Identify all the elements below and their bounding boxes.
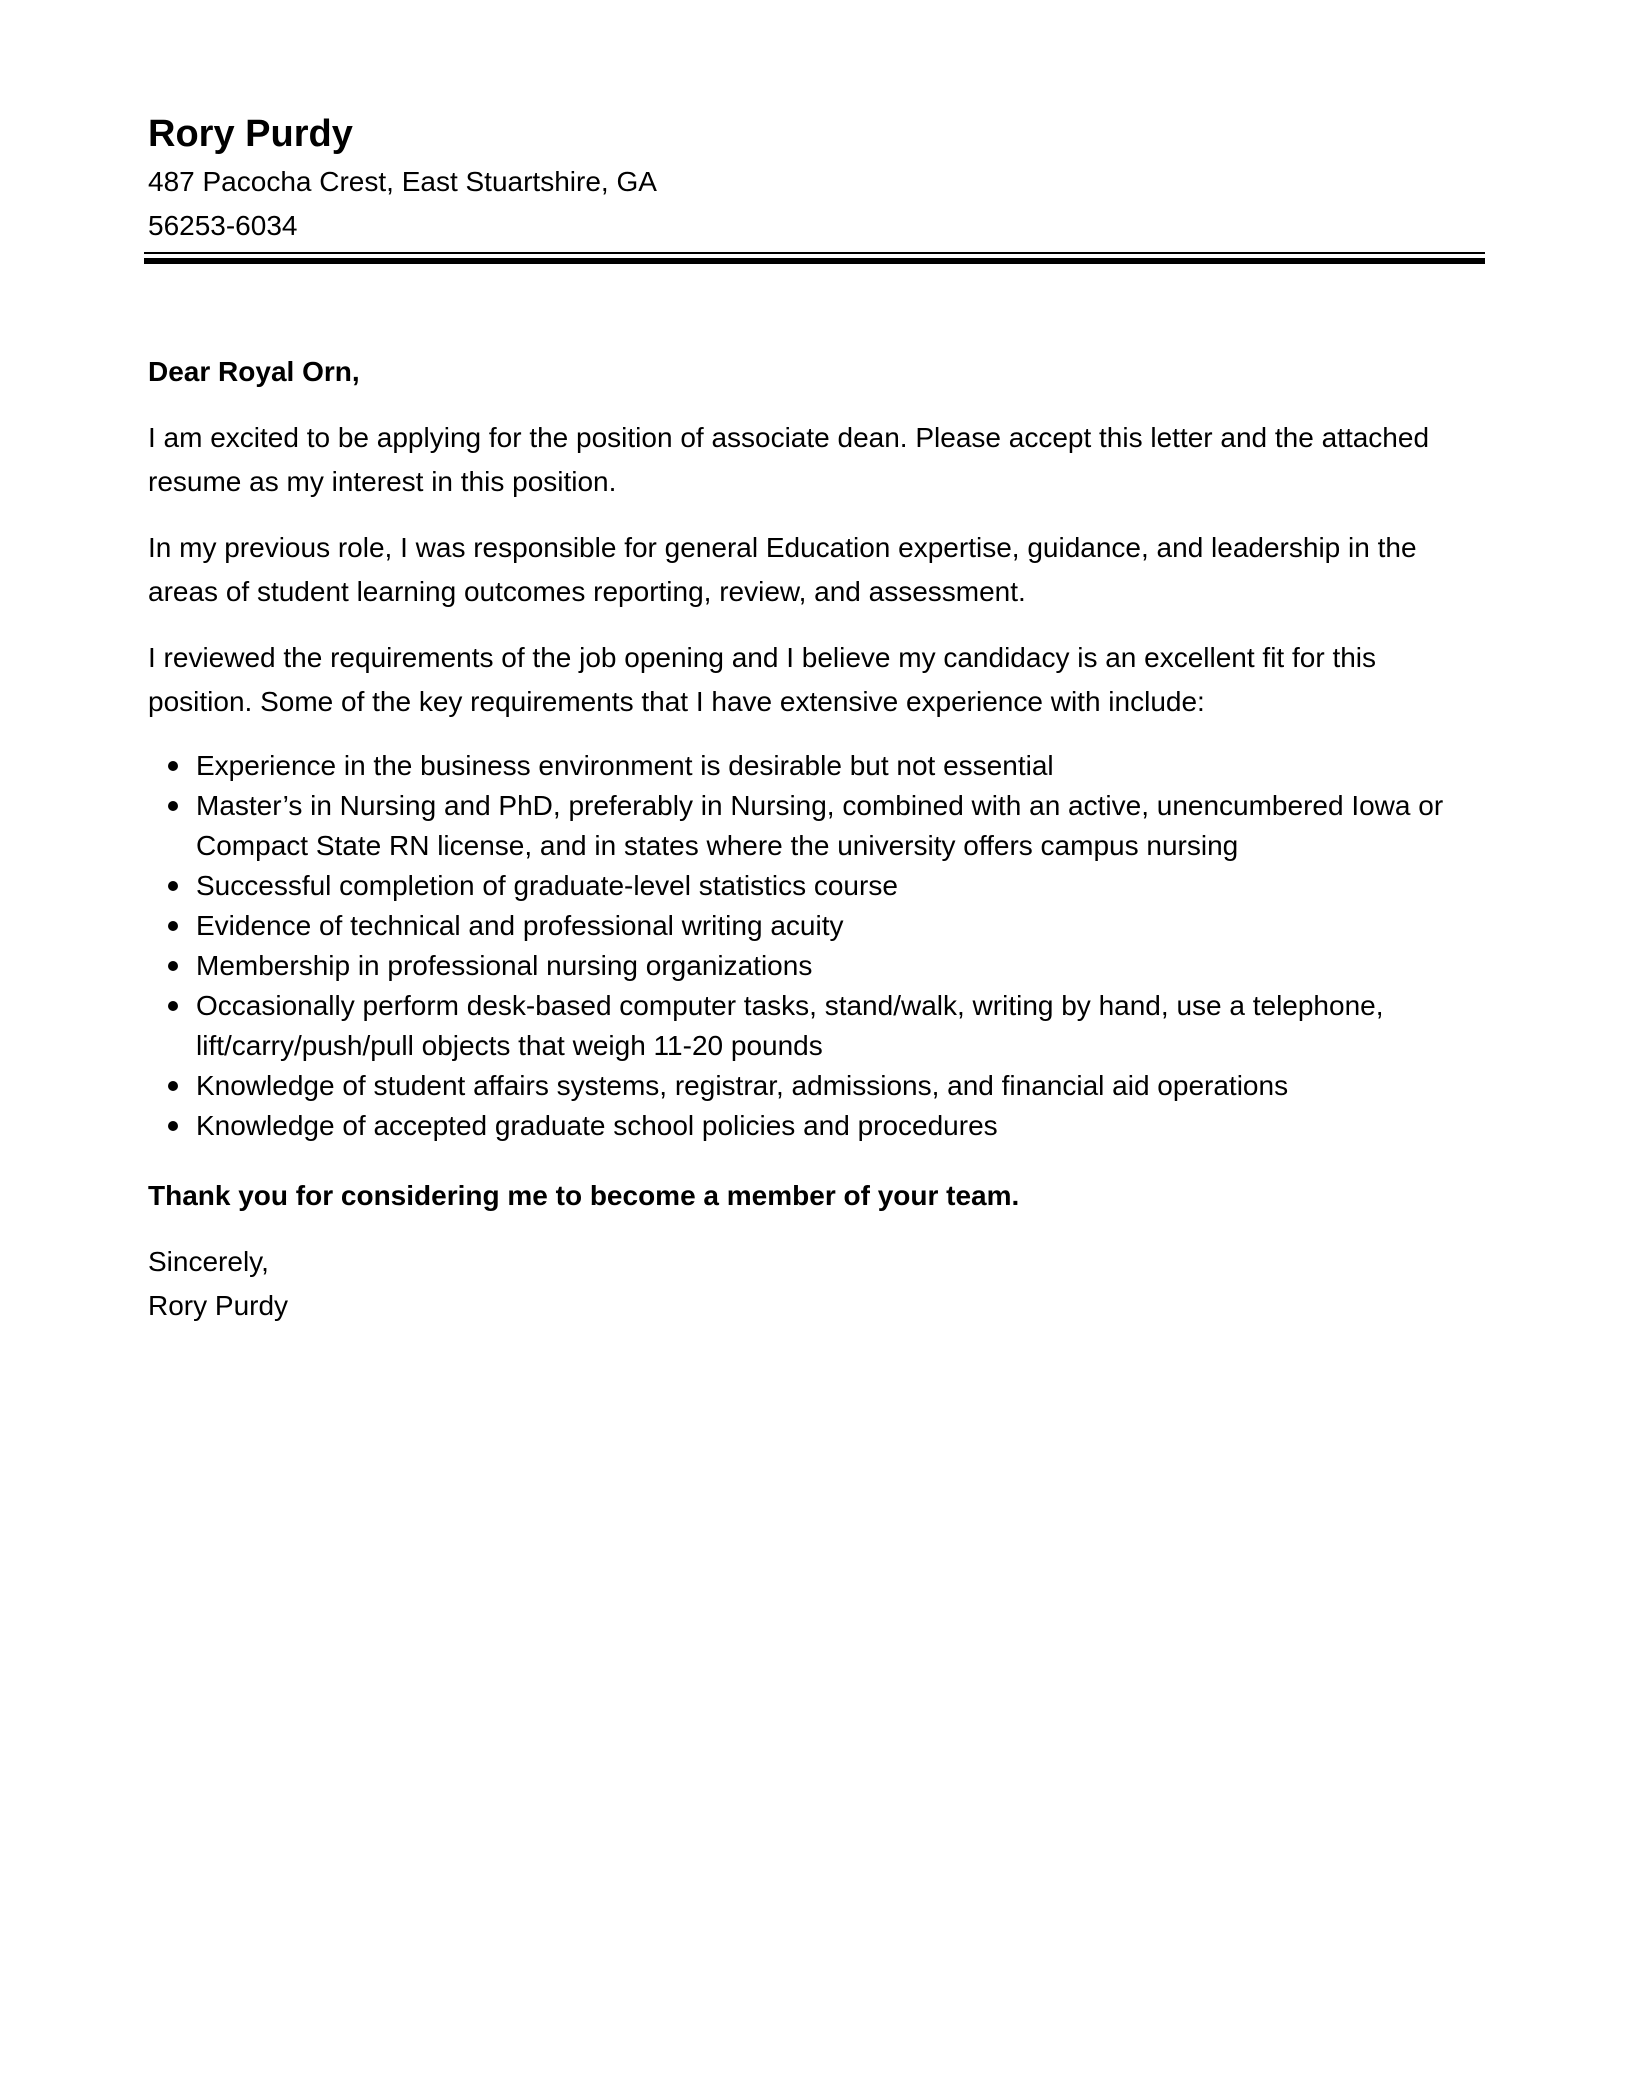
closing-statement: Thank you for considering me to become a member of your team. [148,1180,1020,1211]
bullet-icon [168,881,178,891]
valediction: Sincerely, [148,1246,269,1277]
paragraph-previous-role: In my previous role, I was responsible for general Education expertise, guidance, and leadership in the areas of student learning outcomes reporting, review, and assessment. [148,532,1417,607]
bullet-icon [168,761,178,771]
list-item-text: Membership in professional nursing organizations [196,950,813,981]
header-divider-thick [144,258,1485,264]
list-item-text: Experience in the business environment is desirable but not essential [196,750,1054,781]
sender-name: Rory Purdy [148,113,353,155]
header-divider-thin [144,252,1485,254]
bullet-icon [168,801,178,811]
list-item-text: Knowledge of accepted graduate school policies and procedures [196,1110,998,1141]
list-item-text: Successful completion of graduate-level statistics course [196,870,898,901]
bullet-icon [168,921,178,931]
bullet-icon [168,1121,178,1131]
sender-address: 487 Pacocha Crest, East Stuartshire, GA 56253-6034 [148,166,656,241]
paragraph-requirements-intro: I reviewed the requirements of the job opening and I believe my candidacy is an excellent fit for this position. Some of the key requirements that I have extensive experience with include: [148,642,1377,717]
letter-body [148,350,1478,1328]
list-item-text: Evidence of technical and professional writing acuity [196,910,844,941]
salutation: Dear Royal Orn, [148,356,360,387]
list-item-text: Occasionally perform desk-based computer tasks, stand/walk, writing by hand, use a telephone, lift/carry/push/pull objects that weigh 11-20 pounds [196,990,1384,1061]
signature-name: Rory Purdy [148,1290,289,1321]
letter-header [148,108,748,248]
list-item [148,1066,1478,1106]
bullet-icon [168,961,178,971]
list-item [148,1106,1478,1146]
bullet-icon [168,1081,178,1091]
list-item-text: Knowledge of student affairs systems, registrar, admissions, and financial aid operations [196,1070,1289,1101]
list-item [148,986,1478,1066]
list-item [148,746,1478,786]
list-item [148,906,1478,946]
list-item [148,786,1478,866]
list-item [148,946,1478,986]
requirements-list [148,746,1478,1146]
list-item [148,866,1478,906]
bullet-icon [168,1001,178,1011]
paragraph-intro: I am excited to be applying for the position of associate dean. Please accept this letter and the attached resume as my interest in this position. [148,422,1430,497]
list-item-text: Master’s in Nursing and PhD, preferably in Nursing, combined with an active, unencumbered Iowa or Compact State RN license, and in states where the university offers campus nursing [196,790,1444,861]
